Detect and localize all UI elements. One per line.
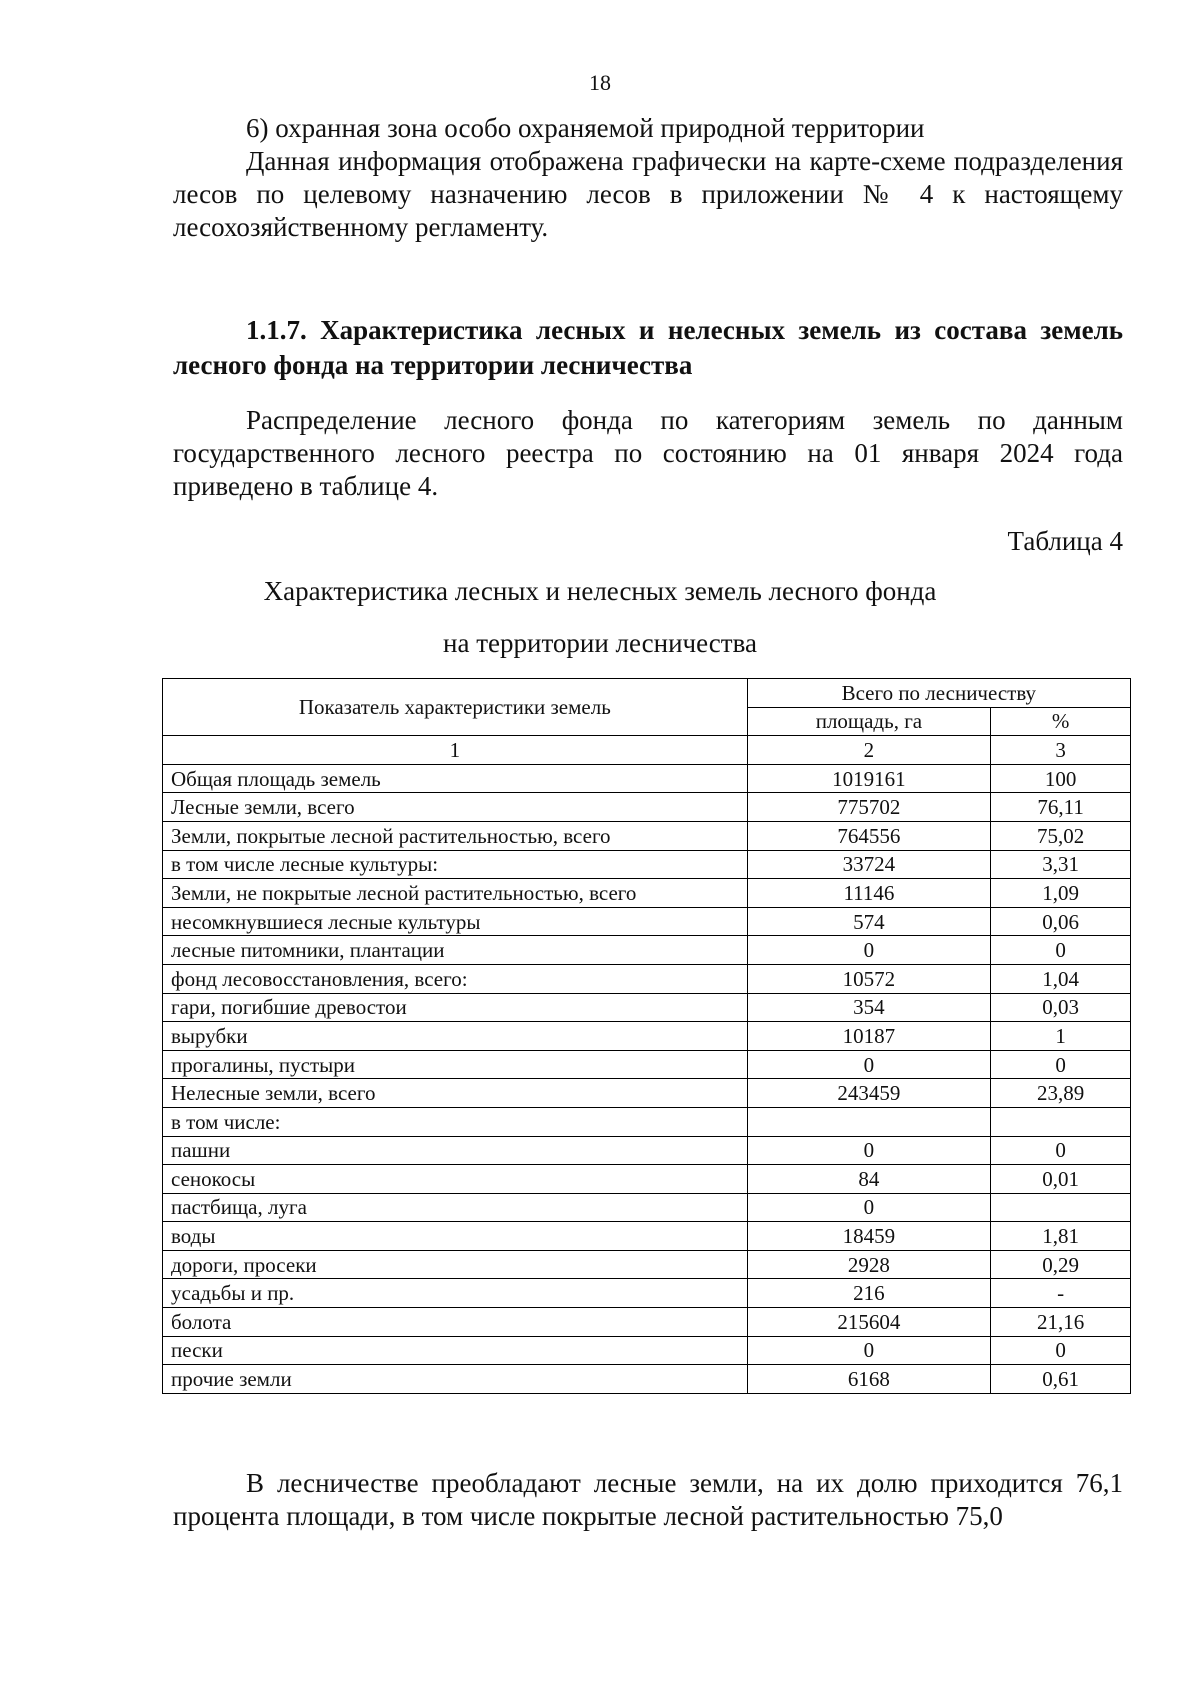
row-name-cell: сенокосы [163, 1165, 748, 1194]
row-area-cell: 216 [747, 1279, 991, 1308]
row-area-cell: 215604 [747, 1308, 991, 1337]
row-percent-cell: 0,06 [991, 907, 1131, 936]
table-row [163, 793, 1131, 822]
conclusion-paragraph: В лесничестве преобладают лесные земли, на их долю приходится 76,1 процента площади, в том числе покрытые лесной растительностью 75,0 [173, 1468, 1123, 1531]
row-area-cell: 18459 [747, 1222, 991, 1251]
row-percent-cell: 23,89 [991, 1079, 1131, 1108]
row-name-cell: пашни [163, 1136, 748, 1165]
row-percent-cell: - [991, 1279, 1131, 1308]
table-row [163, 1308, 1131, 1337]
table-row [163, 821, 1131, 850]
row-area-cell: 2928 [747, 1250, 991, 1279]
table-row [163, 1165, 1131, 1194]
section-paragraph: Распределение лесного фонда по категориям земель по данным государственного лесного реестра по состоянию на 01 января 2024 года приведено в таблице 4. [173, 405, 1123, 501]
row-name-cell: гари, погибшие древостои [163, 993, 748, 1022]
row-name-cell: дороги, просеки [163, 1250, 748, 1279]
row-name-cell: Общая площадь земель [163, 764, 748, 793]
row-name-cell: лесные питомники, плантации [163, 936, 748, 965]
section-block [173, 313, 1123, 383]
row-name-cell: прогалины, пустыри [163, 1050, 748, 1079]
row-percent-cell: 75,02 [991, 821, 1131, 850]
row-name-cell: пески [163, 1336, 748, 1365]
row-name-cell: Лесные земли, всего [163, 793, 748, 822]
table-row [163, 1107, 1131, 1136]
table-row [163, 850, 1131, 879]
table-row [163, 1336, 1131, 1365]
row-area-cell: 84 [747, 1165, 991, 1194]
row-percent-cell: 1,09 [991, 879, 1131, 908]
row-name-cell: пастбища, луга [163, 1193, 748, 1222]
row-area-cell: 1019161 [747, 764, 991, 793]
row-name-cell: в том числе лесные культуры: [163, 850, 748, 879]
row-percent-cell: 0,03 [991, 993, 1131, 1022]
table-row [163, 1136, 1131, 1165]
intro-line-1: 6) охранная зона особо охраняемой природной территории [246, 113, 925, 143]
section-heading: 1.1.7. Характеристика лесных и нелесных земель из состава земель лесного фонда на территории лесничества [173, 315, 1123, 380]
header-num-2: 2 [747, 736, 991, 765]
row-percent-cell [991, 1107, 1131, 1136]
table-row [163, 936, 1131, 965]
row-percent-cell: 76,11 [991, 793, 1131, 822]
row-percent-cell: 0 [991, 1050, 1131, 1079]
table-row [163, 1022, 1131, 1051]
row-area-cell: 10187 [747, 1022, 991, 1051]
table-caption-line-1: Характеристика лесных и нелесных земель лесного фонда [263, 576, 937, 606]
row-area-cell: 0 [747, 936, 991, 965]
row-percent-cell: 0,01 [991, 1165, 1131, 1194]
row-name-cell: вырубки [163, 1022, 748, 1051]
table-row [163, 993, 1131, 1022]
intro-block [173, 112, 1123, 244]
row-area-cell: 6168 [747, 1365, 991, 1394]
row-percent-cell: 0,29 [991, 1250, 1131, 1279]
header-total: Всего по лесничеству [747, 679, 1130, 708]
row-area-cell [747, 1107, 991, 1136]
table-caption-line-2: на территории лесничества [443, 628, 757, 658]
table-row [163, 879, 1131, 908]
header-area: площадь, га [747, 707, 991, 736]
row-name-cell: Земли, покрытые лесной растительностью, всего [163, 821, 748, 850]
row-name-cell: воды [163, 1222, 748, 1251]
table-row [163, 964, 1131, 993]
row-percent-cell: 100 [991, 764, 1131, 793]
row-area-cell: 775702 [747, 793, 991, 822]
row-area-cell: 0 [747, 1336, 991, 1365]
header-percent: % [991, 707, 1131, 736]
row-name-cell: Земли, не покрытые лесной растительностью, всего [163, 879, 748, 908]
intro-line-2: Данная информация отображена графически на карте-схеме подразделения лесов по целевому назначению лесов в приложении № 4 к настоящему лесохозяйственному регламенту. [173, 146, 1123, 242]
row-name-cell: Нелесные земли, всего [163, 1079, 748, 1108]
table-row [163, 1222, 1131, 1251]
row-percent-cell: 3,31 [991, 850, 1131, 879]
row-name-cell: болота [163, 1308, 748, 1337]
header-num-3: 3 [991, 736, 1131, 765]
table-row [163, 1279, 1131, 1308]
table-row [163, 1193, 1131, 1222]
land-characteristics-table [162, 678, 1131, 1394]
row-area-cell: 574 [747, 907, 991, 936]
table-row [163, 1365, 1131, 1394]
row-area-cell: 764556 [747, 821, 991, 850]
row-percent-cell: 21,16 [991, 1308, 1131, 1337]
row-area-cell: 10572 [747, 964, 991, 993]
section-paragraph-block [173, 404, 1123, 503]
table-label: Таблица 4 [1007, 526, 1123, 556]
row-percent-cell: 1 [991, 1022, 1131, 1051]
row-name-cell: прочие земли [163, 1365, 748, 1394]
header-num-1: 1 [163, 736, 748, 765]
page-number: 18 [589, 70, 611, 95]
row-name-cell: несомкнувшиеся лесные культуры [163, 907, 748, 936]
table-row [163, 907, 1131, 936]
table-row [163, 1250, 1131, 1279]
conclusion-block [173, 1467, 1123, 1533]
row-area-cell: 0 [747, 1136, 991, 1165]
row-area-cell: 243459 [747, 1079, 991, 1108]
table-row [163, 1079, 1131, 1108]
row-area-cell: 11146 [747, 879, 991, 908]
table-row [163, 1050, 1131, 1079]
row-percent-cell: 0,61 [991, 1365, 1131, 1394]
row-name-cell: фонд лесовосстановления, всего: [163, 964, 748, 993]
row-name-cell: усадьбы и пр. [163, 1279, 748, 1308]
row-area-cell: 0 [747, 1193, 991, 1222]
header-indicator: Показатель характеристики земель [163, 679, 748, 736]
row-percent-cell: 1,81 [991, 1222, 1131, 1251]
row-area-cell: 33724 [747, 850, 991, 879]
row-percent-cell [991, 1193, 1131, 1222]
table-row [163, 764, 1131, 793]
row-percent-cell: 0 [991, 1136, 1131, 1165]
row-area-cell: 354 [747, 993, 991, 1022]
row-percent-cell: 1,04 [991, 964, 1131, 993]
table-body [163, 764, 1131, 1393]
row-percent-cell: 0 [991, 1336, 1131, 1365]
row-percent-cell: 0 [991, 936, 1131, 965]
row-name-cell: в том числе: [163, 1107, 748, 1136]
row-area-cell: 0 [747, 1050, 991, 1079]
